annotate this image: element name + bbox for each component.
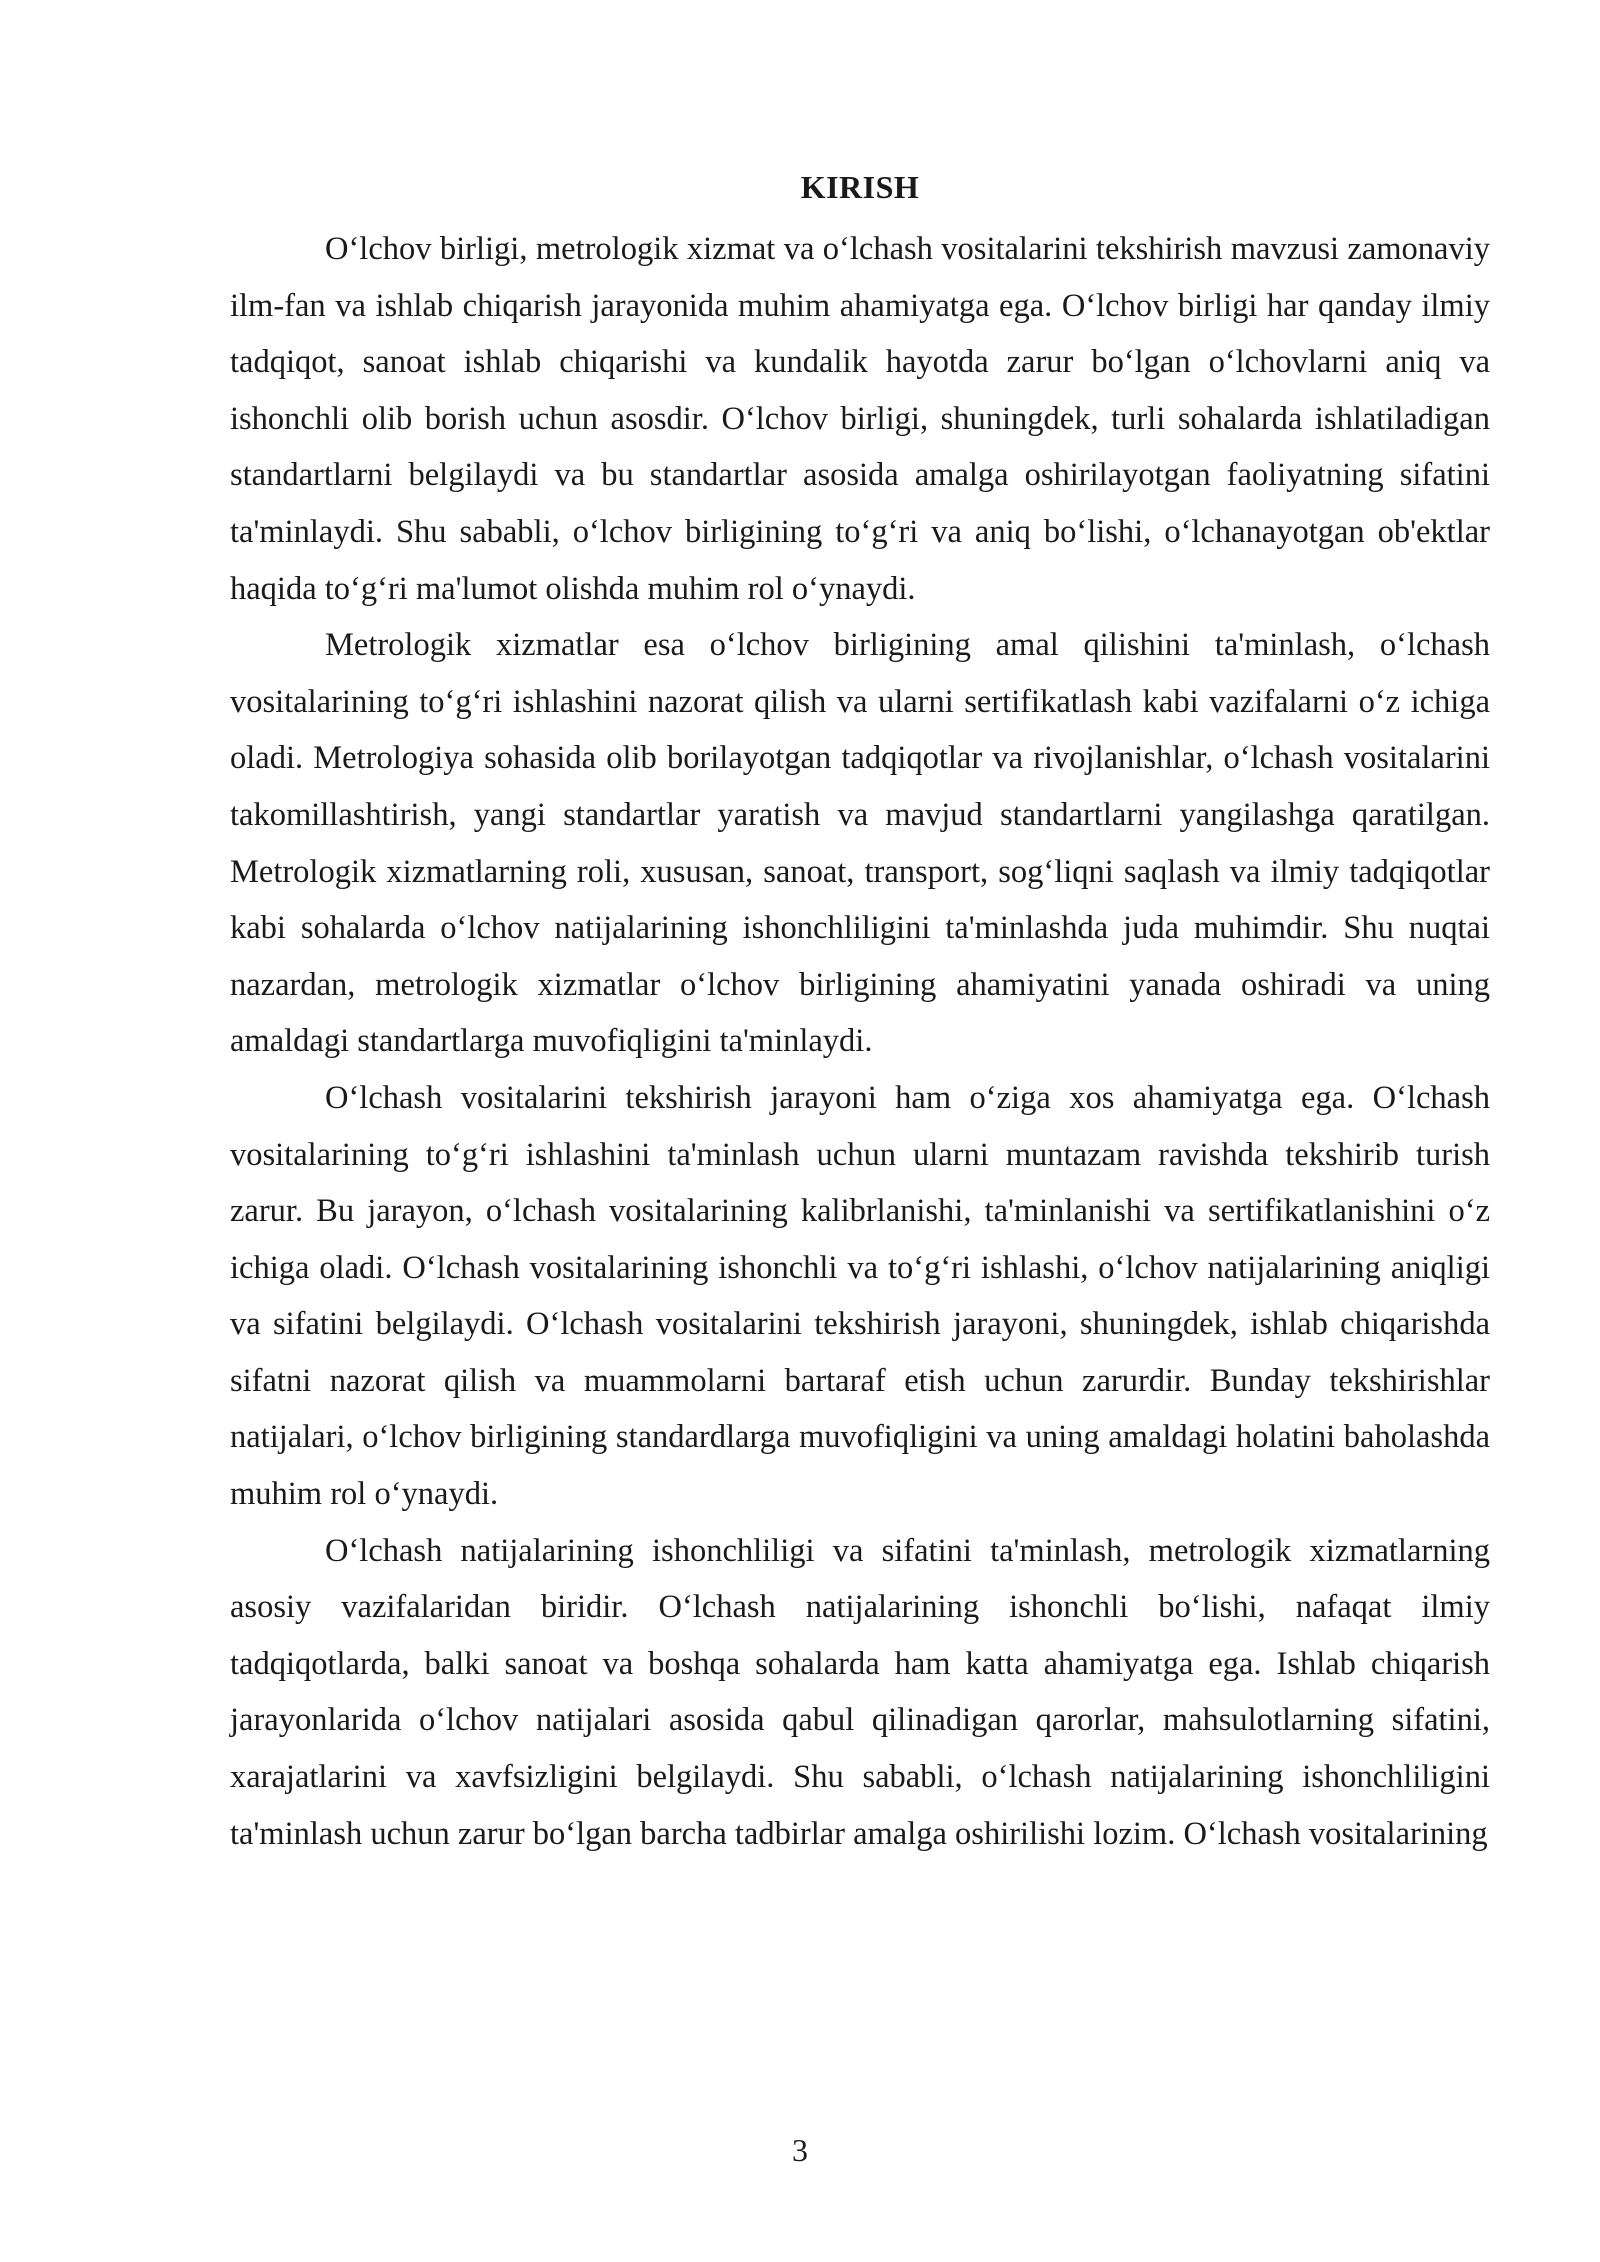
page-content [230, 165, 1490, 1862]
paragraph-2: Metrologik xizmatlar esa o‘lchov birligining amal qilishini ta'minlash, o‘lchash vositalarining to‘g‘ri ishlashini nazorat qilish va ularni sertifikatlash kabi vazifalarni o‘z ichiga oladi. Metrologiya sohasida olib borilayotgan tadqiqotlar va rivojlanishlar, o‘lchash vositalarini takomillashtirish, yangi standartlar yaratish va mavjud standartlarni yangilashga qaratilgan. Metrologik xizmatlarning roli, xususan, sanoat, transport, sog‘liqni saqlash va ilmiy tadqiqotlar kabi sohalarda o‘lchov natijalarining ishonchliligini ta'minlashda juda muhimdir. Shu nuqtai nazardan, metrologik xizmatlar o‘lchov birligining ahamiyatini yanada oshiradi va uning amaldagi standartlarga muvofiqligini ta'minlaydi. [230, 627, 1490, 1060]
paragraph-4: O‘lchash natijalarining ishonchliligi va sifatini ta'minlash, metrologik xizmatlarning asosiy vazifalaridan biridir. O‘lchash natijalarining ishonchli bo‘lishi, nafaqat ilmiy tadqiqotlarda, balki sanoat va boshqa sohalarda ham katta ahamiyatga ega. Ishlab chiqarish jarayonlarida o‘lchov natijalari asosida qabul qilinadigan qarorlar, mahsulotlarning sifatini, xarajatlarini va xavfsizligini belgilaydi. Shu sababli, o‘lchash natijalarining ishonchliligini ta'minlash uchun zarur bo‘lgan barcha tadbirlar amalga oshirilishi lozim. O‘lchash vositalarining [230, 1532, 1490, 1852]
page-title: KIRISH [800, 169, 920, 205]
paragraph-1: O‘lchov birligi, metrologik xizmat va o‘lchash vositalarini tekshirish mavzusi zamonaviy ilm-fan va ishlab chiqarish jarayonida muhim ahamiyatga ega. O‘lchov birligi har qanday ilmiy tadqiqot, sanoat ishlab chiqarishi va kundalik hayotda zarur bo‘lgan o‘lchovlarni aniq va ishonchli olib borish uchun asosdir. O‘lchov birligi, shuningdek, turli sohalarda ishlatiladigan standartlarni belgilaydi va bu standartlar asosida amalga oshirilayotgan faoliyatning sifatini ta'minlaydi. Shu sababli, o‘lchov birligining to‘g‘ri va aniq bo‘lishi, o‘lchanayotgan ob'ektlar haqida to‘g‘ri ma'lumot olishda muhim rol o‘ynaydi. [230, 231, 1490, 607]
page-number: 3 [792, 2132, 808, 2168]
paragraph-3: O‘lchash vositalarini tekshirish jarayoni ham o‘ziga xos ahamiyatga ega. O‘lchash vositalarining to‘g‘ri ishlashini ta'minlash uchun ularni muntazam ravishda tekshirib turish zarur. Bu jarayon, o‘lchash vositalarining kalibrlanishi, ta'minlanishi va sertifikatlanishini o‘z ichiga oladi. O‘lchash vositalarining ishonchli va to‘g‘ri ishlashi, o‘lchov natijalarining aniqligi va sifatini belgilaydi. O‘lchash vositalarini tekshirish jarayoni, shuningdek, ishlab chiqarishda sifatni nazorat qilish va muammolarni bartaraf etish uchun zarurdir. Bunday tekshirishlar natijalari, o‘lchov birligining standardlarga muvofiqligini va uning amaldagi holatini baholashda muhim rol o‘ynaydi. [230, 1079, 1490, 1513]
